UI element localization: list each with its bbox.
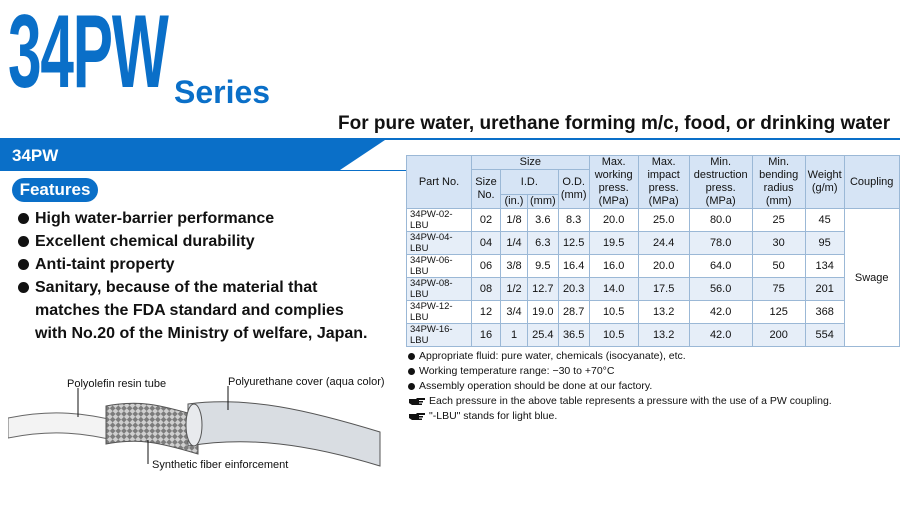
cell-id-mm: 25.4: [528, 324, 559, 347]
table-row: [407, 255, 900, 278]
cell-weight: 368: [805, 301, 844, 324]
pointing-hand-icon: [408, 412, 426, 421]
series-label: Series: [174, 74, 271, 110]
notes-list: [408, 349, 832, 424]
label-inner-tube: Polyolefin resin tube: [67, 378, 167, 390]
cell-working: 10.5: [589, 301, 638, 324]
cell-size: 02: [472, 209, 501, 232]
section-title: 34PW: [12, 146, 59, 165]
cell-part: 34PW-12-LBU: [407, 301, 472, 324]
note-text: Assembly operation should be done at our factory.: [419, 380, 653, 392]
cell-weight: 45: [805, 209, 844, 232]
feature-text: Anti-taint property: [35, 256, 175, 273]
col-header-max-working: Max. working press. (MPa): [589, 156, 638, 209]
cell-id-mm: 3.6: [528, 209, 559, 232]
spec-table: [406, 155, 900, 347]
cell-part: 34PW-06-LBU: [407, 255, 472, 278]
cell-bending: 25: [752, 209, 805, 232]
cell-bending: 200: [752, 324, 805, 347]
col-header-min-destruction: Min. destruction press. (MPa): [689, 156, 752, 209]
note-item: [408, 364, 832, 379]
col-header-min-bending: Min. bending radius (mm): [752, 156, 805, 209]
label-cover: Polyurethane cover (aqua color): [228, 376, 385, 388]
cell-od: 20.3: [558, 278, 589, 301]
features-list: [18, 208, 398, 346]
cell-part: 34PW-04-LBU: [407, 232, 472, 255]
col-header-size-no: Size No.: [472, 170, 501, 209]
table-row: [407, 324, 900, 347]
cell-working: 19.5: [589, 232, 638, 255]
cell-od: 36.5: [558, 324, 589, 347]
col-header-coupling: Coupling: [844, 156, 899, 209]
cell-id-mm: 19.0: [528, 301, 559, 324]
feature-text: matches the FDA standard and complies: [35, 302, 344, 319]
note-item: [408, 349, 832, 364]
bullet-icon: [18, 213, 29, 224]
cell-bending: 30: [752, 232, 805, 255]
cell-impact: 24.4: [638, 232, 689, 255]
cell-bending: 125: [752, 301, 805, 324]
bullet-icon: [408, 368, 415, 375]
cell-id-mm: 12.7: [528, 278, 559, 301]
cell-part: 34PW-02-LBU: [407, 209, 472, 232]
cell-od: 8.3: [558, 209, 589, 232]
feature-text: with No.20 of the Ministry of welfare, Japan.: [35, 325, 368, 342]
note-text: Each pressure in the above table represents a pressure with the use of a PW coupling.: [429, 395, 832, 407]
cell-destruction: 78.0: [689, 232, 752, 255]
braid-layer: [106, 403, 198, 454]
col-header-size: Size: [472, 156, 590, 170]
cell-id-in: 3/8: [501, 255, 528, 278]
cell-od: 12.5: [558, 232, 589, 255]
cell-destruction: 56.0: [689, 278, 752, 301]
features-badge: Features: [12, 178, 98, 202]
bullet-icon: [18, 259, 29, 270]
cell-id-in: 1/2: [501, 278, 528, 301]
cell-weight: 95: [805, 232, 844, 255]
cell-part: 34PW-16-LBU: [407, 324, 472, 347]
cell-bending: 75: [752, 278, 805, 301]
cell-id-in: 1/8: [501, 209, 528, 232]
cell-od: 28.7: [558, 301, 589, 324]
cell-size: 16: [472, 324, 501, 347]
table-row: [407, 301, 900, 324]
cell-part: 34PW-08-LBU: [407, 278, 472, 301]
cell-impact: 25.0: [638, 209, 689, 232]
cell-od: 16.4: [558, 255, 589, 278]
cell-id-mm: 9.5: [528, 255, 559, 278]
cell-id-in: 1: [501, 324, 528, 347]
pointing-hand-icon: [408, 397, 426, 406]
outer-cover: [188, 402, 380, 466]
col-header-id-in: (in.): [501, 195, 528, 209]
model-title: 34PW: [8, 0, 168, 110]
feature-text: High water-barrier performance: [35, 210, 275, 227]
note-text: Appropriate fluid: pure water, chemicals (isocyanate), etc.: [419, 350, 686, 362]
cell-destruction: 80.0: [689, 209, 752, 232]
cell-impact: 20.0: [638, 255, 689, 278]
cell-weight: 554: [805, 324, 844, 347]
cell-id-in: 1/4: [501, 232, 528, 255]
cell-size: 08: [472, 278, 501, 301]
cell-size: 12: [472, 301, 501, 324]
cell-weight: 201: [805, 278, 844, 301]
bullet-icon: [18, 282, 29, 293]
cell-working: 16.0: [589, 255, 638, 278]
label-fiber: Synthetic fiber einforcement: [152, 459, 289, 471]
note-text: "-LBU" stands for light blue.: [429, 410, 558, 422]
note-item: [408, 379, 832, 394]
cell-destruction: 42.0: [689, 301, 752, 324]
cell-working: 20.0: [589, 209, 638, 232]
cell-impact: 17.5: [638, 278, 689, 301]
col-header-id-mm: (mm): [528, 195, 559, 209]
bullet-icon: [18, 236, 29, 247]
feature-item: [18, 231, 398, 253]
table-row: [407, 209, 900, 232]
page-subtitle: For pure water, urethane forming m/c, food, or drinking water: [338, 113, 891, 134]
bullet-icon: [408, 353, 415, 360]
col-header-weight: Weight (g/m): [805, 156, 844, 209]
cell-working: 10.5: [589, 324, 638, 347]
feature-item: [18, 254, 398, 276]
cell-working: 14.0: [589, 278, 638, 301]
feature-item-continued: [18, 323, 398, 345]
feature-text: Sanitary, because of the material that: [35, 279, 318, 296]
feature-text: Excellent chemical durability: [35, 233, 255, 250]
col-header-max-impact: Max. impact press. (MPa): [638, 156, 689, 209]
cell-id-in: 3/4: [501, 301, 528, 324]
cell-weight: 134: [805, 255, 844, 278]
cell-size: 06: [472, 255, 501, 278]
note-item: [408, 409, 832, 424]
inner-tube: [8, 413, 113, 440]
col-header-od: O.D. (mm): [558, 170, 589, 209]
table-row: [407, 278, 900, 301]
cell-impact: 13.2: [638, 324, 689, 347]
cell-destruction: 42.0: [689, 324, 752, 347]
bullet-icon: [408, 383, 415, 390]
cell-impact: 13.2: [638, 301, 689, 324]
cell-size: 04: [472, 232, 501, 255]
feature-item: [18, 208, 398, 230]
note-text: Working temperature range: −30 to +70°C: [419, 365, 615, 377]
cell-bending: 50: [752, 255, 805, 278]
cell-coupling: Swage: [844, 209, 899, 347]
table-row: [407, 232, 900, 255]
feature-item: [18, 277, 398, 299]
cell-destruction: 64.0: [689, 255, 752, 278]
note-item: [408, 394, 832, 409]
feature-item-continued: [18, 300, 398, 322]
col-header-part-no: Part No.: [407, 156, 472, 209]
col-header-id: I.D.: [501, 170, 559, 195]
cell-id-mm: 6.3: [528, 232, 559, 255]
divider: [0, 138, 900, 140]
